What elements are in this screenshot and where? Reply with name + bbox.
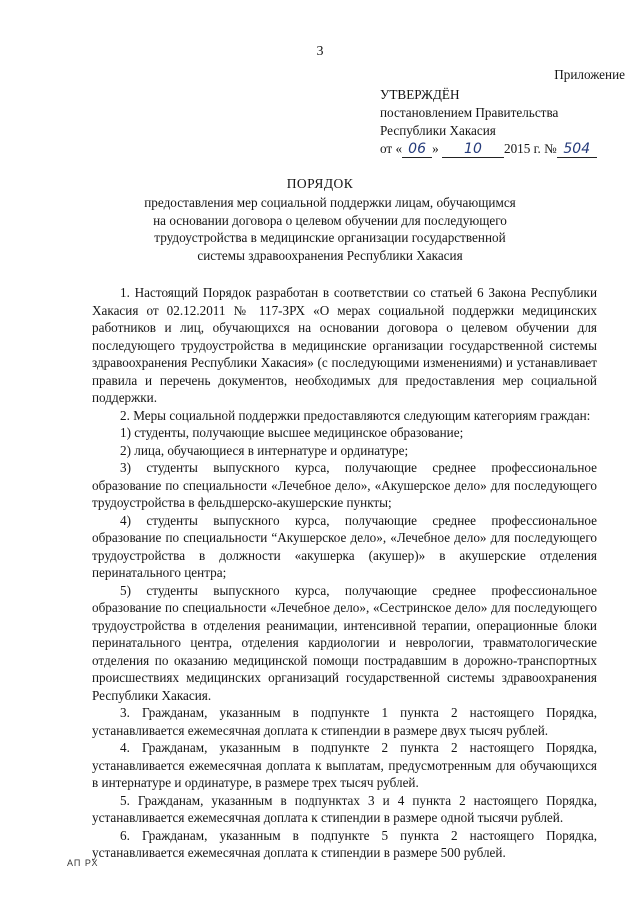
paragraph: 6. Гражданам, указанным в подпункте 5 пункта 2 настоящего Порядка, устанавливается ежемесячная доплата к стипендии в размере 500 рублей. [92,827,597,860]
paragraph: 1) студенты, получающие высшее медицинское образование; [120,425,464,440]
document-subtitle: предоставления мер социальной поддержки лицам, обучающимся на основании договора о целевом обучении для последующего трудоустройства в медицинские организации государственной системы здравоохранения Республики Хакасия [144,195,516,263]
approval-date-line [380,140,625,158]
handwritten-number: 504 [557,142,597,158]
approval-line-2: Республики Хакасия [380,123,496,138]
paragraph: 4) студенты выпускного курса, получающие среднее профессиональное образование по специальности “Акушерское дело», «Лечебное дело» для последующего трудоустройства в должности «акушерка (акушер)» в акушерские отделения перинатального центра; [92,512,597,580]
handwritten-month: 10 [442,142,504,158]
paragraph: 2. Меры социальной поддержки предоставляются следующим категориям граждан: [120,407,591,423]
paragraph: 5) студенты выпускного курса, получающие среднее профессиональное образование по специальности «Лечебное дело», «Сестринское дело» для последующего трудоустройства в отделения реанимации, интенсивной терапии, операционные блоки перинатального центра, отделения кардиологии и неврологии, травматологические отделения по оказанию медицинской помощи пострадавшим в дорожно-транспортных происшествиях медицинских организаций государственной системы здравоохранения Республики Хакасия. [92,582,597,703]
paragraph: 3) студенты выпускного курса, получающие среднее профессиональное образование по специальности «Лечебное дело», «Акушерское дело» для последующего трудоустройства в фельдшерско-акушерские пункты; [92,460,597,510]
document-title: ПОРЯДОК [286,176,354,191]
approval-block [380,66,625,158]
page-number: 3 [316,44,324,59]
year-text: 2015 г. № [503,141,557,156]
appendix-label: Приложение [554,67,625,82]
approved-label: УТВЕРЖДЁН [380,87,460,102]
paragraph: 1. Настоящий Порядок разработан в соответствии со статьей 6 Закона Республики Хакасия от 02.12.2011 № 117-ЗРХ «О мерах социальной поддержки медицинских работников и лиц, обучающихся на основании договора о целевом обучении для последующего трудоустройства в медицинские организации государственной системы здравоохранения Республики Хакасия» (с последующими изменениями) и устанавливает правила и перечень документов, необходимых для предоставления мер социальной поддержки. [92,285,597,405]
footer-mark: АП РХ [67,858,99,868]
document-body [92,284,597,862]
paragraph: 5. Гражданам, указанным в подпунктах 3 и 4 пункта 2 настоящего Порядка, устанавливается ежемесячная доплата к стипендии в размере одной тысячи рублей. [92,792,597,825]
paragraph: 3. Гражданам, указанным в подпункте 1 пункта 2 настоящего Порядка, устанавливается ежемесячная доплата к стипендии в размере двух тысяч рублей. [92,705,597,738]
date-day-close: » [432,141,439,156]
approval-line-1: постановлением Правительства [380,105,559,120]
paragraph: 4. Гражданам, указанным в подпункте 2 пункта 2 настоящего Порядка, устанавливается ежемесячная доплата к выплатам, предусмотренным для обучающихся в интернатуре и ординатуре, в размере трех тысяч рублей. [92,740,597,790]
handwritten-day: 06 [402,142,432,158]
date-prefix: от « [380,141,403,156]
paragraph: 2) лица, обучающиеся в интернатуре и ординатуре; [120,442,409,458]
